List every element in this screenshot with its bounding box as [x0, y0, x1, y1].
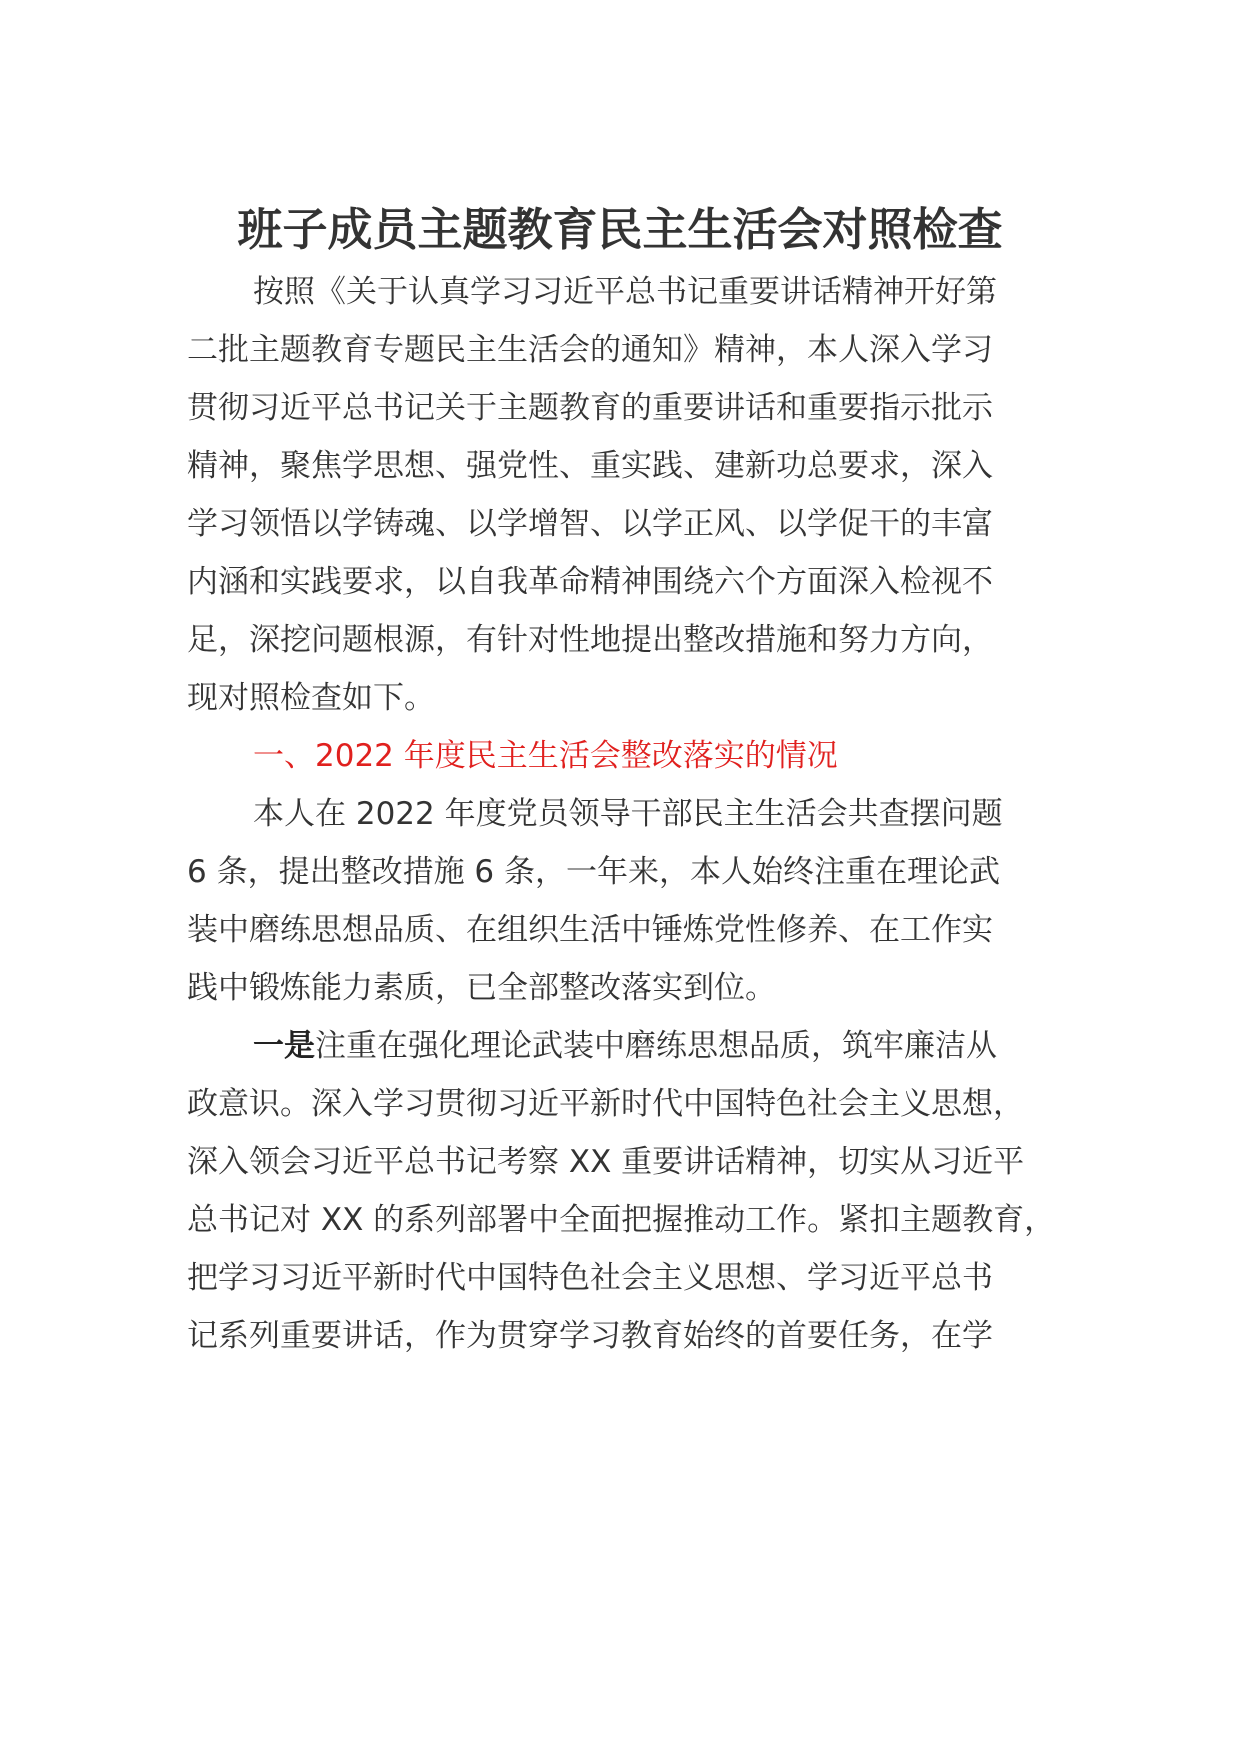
paragraph-line: 贯彻习近平总书记关于主题教育的重要讲话和重要指示批示: [187, 390, 993, 426]
paragraph-line: 践中锻炼能力素质，已全部整改落实到位。: [187, 970, 776, 1006]
paragraph-line: 深入领会习近平总书记考察 XX 重要讲话精神，切实从习近平: [187, 1144, 1025, 1180]
paragraph-line: 按照《关于认真学习习近平总书记重要讲话精神开好第: [253, 274, 997, 310]
paragraph-line: 足，深挖问题根源，有针对性地提出整改措施和努力方向，: [187, 622, 993, 658]
paragraph-line: 学习领悟以学铸魂、以学增智、以学正风、以学促干的丰富: [187, 506, 993, 542]
paragraph-line: 总书记对 XX 的系列部署中全面把握推动工作。紧扣主题教育，: [187, 1202, 1056, 1238]
document-title: 班子成员主题教育民主生活会对照检查: [237, 203, 1003, 256]
paragraph-line: 二批主题教育专题民主生活会的通知》精神，本人深入学习: [187, 332, 993, 368]
paragraph-text: 注重在强化理论武装中磨练思想品质，筑牢廉洁从: [315, 1028, 997, 1064]
paragraph-line: 把学习习近平新时代中国特色社会主义思想、学习近平总书: [187, 1260, 993, 1296]
paragraph-lead: 一是: [253, 1028, 315, 1064]
paragraph-line: 装中磨练思想品质、在组织生活中锤炼党性修养、在工作实: [187, 912, 993, 948]
paragraph-line: 政意识。深入学习贯彻习近平新时代中国特色社会主义思想，: [187, 1086, 1024, 1122]
paragraph-line: 精神，聚焦学思想、强党性、重实践、建新功总要求，深入: [187, 448, 993, 484]
paragraph-line: 记系列重要讲话，作为贯穿学习教育始终的首要任务，在学: [187, 1318, 993, 1354]
paragraph-line: [253, 1026, 997, 1066]
paragraph-line: 内涵和实践要求，以自我革命精神围绕六个方面深入检视不: [187, 564, 993, 600]
paragraph-line: 本人在 2022 年度党员领导干部民主生活会共查摆问题: [253, 796, 1003, 832]
paragraph-line: 现对照检查如下。: [187, 680, 435, 716]
section-heading: 一、2022 年度民主生活会整改落实的情况: [253, 738, 838, 774]
paragraph-line: 6 条，提出整改措施 6 条，一年来，本人始终注重在理论武: [187, 854, 1001, 890]
